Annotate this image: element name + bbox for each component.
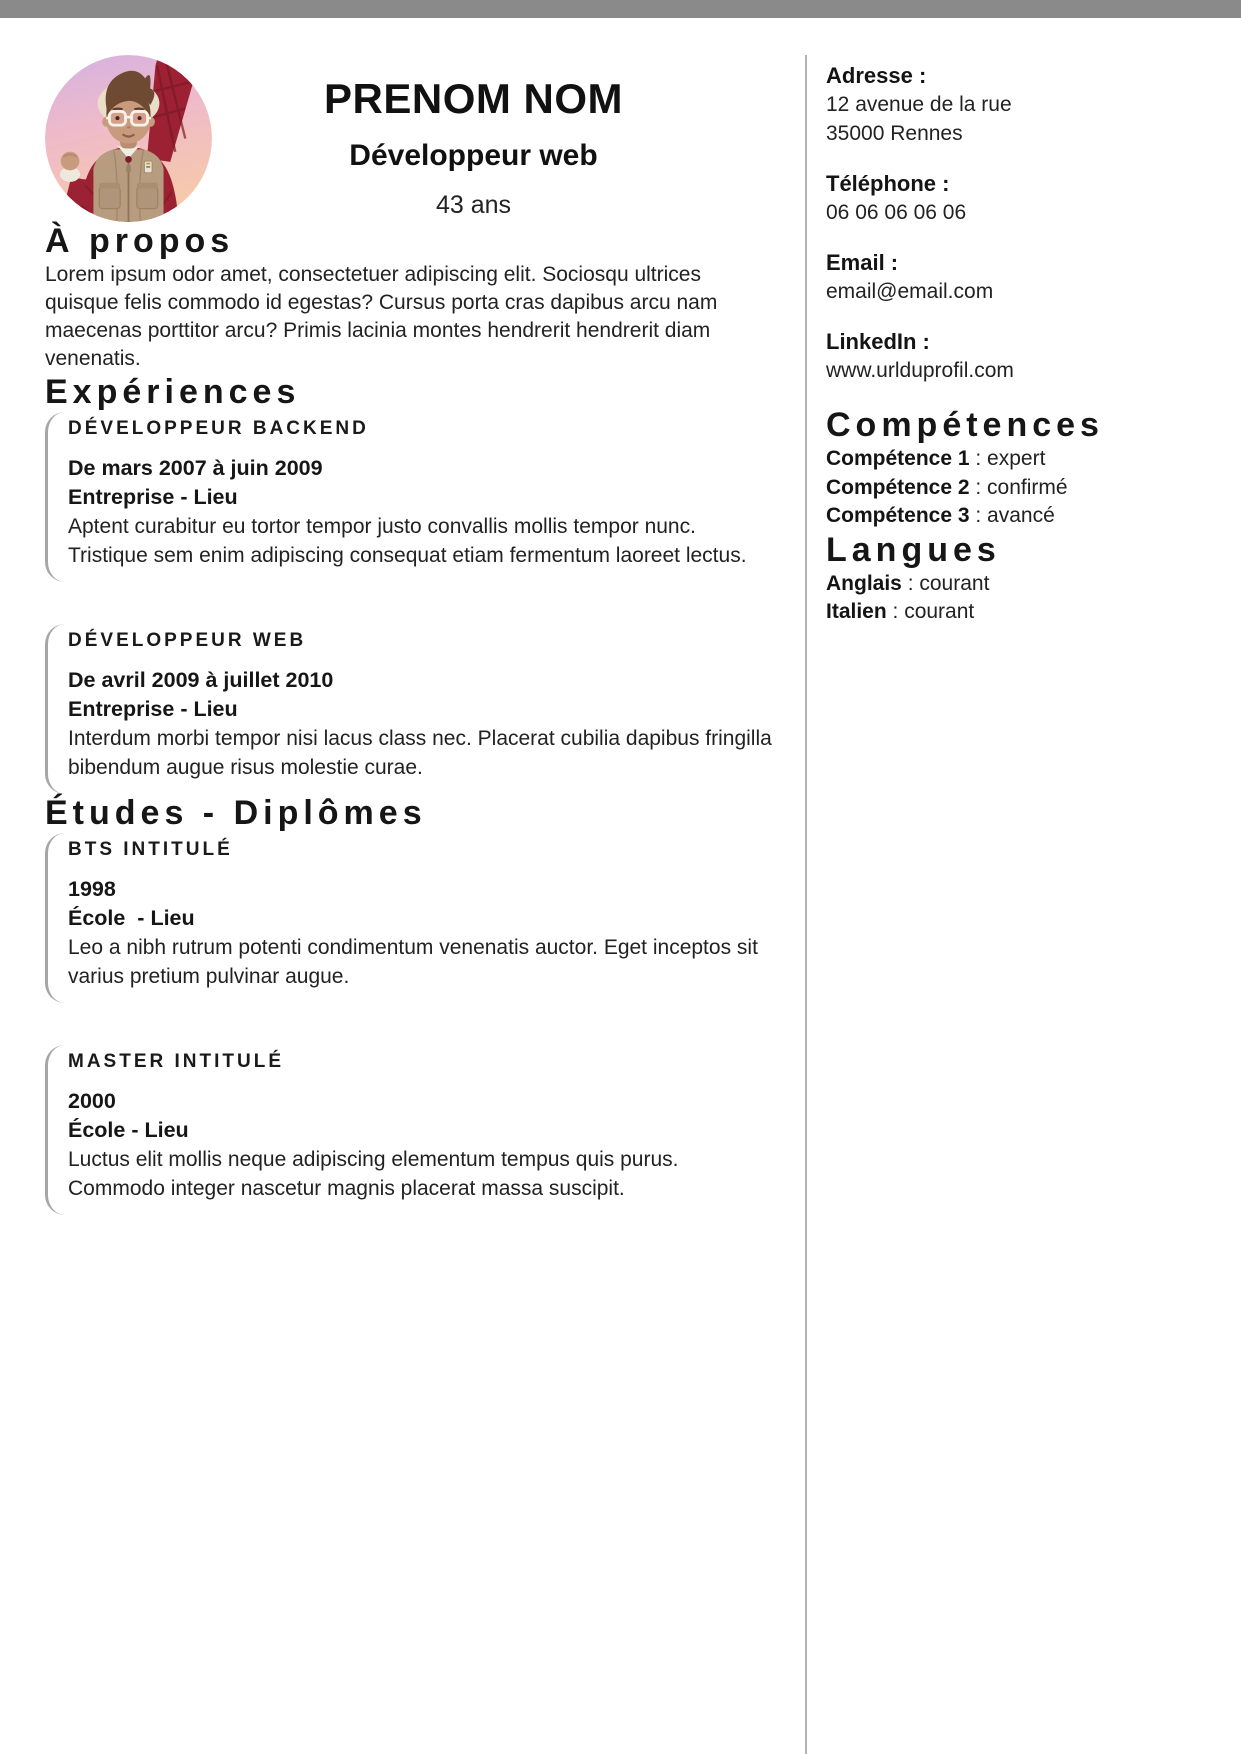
contact-address-line: 35000 Rennes (826, 122, 963, 145)
main-column (0, 18, 805, 1754)
languages-heading: Langues (826, 530, 1001, 569)
experience-entry (45, 412, 775, 582)
skill-item (826, 445, 1211, 474)
contact-email (826, 248, 1211, 306)
skill-item (826, 474, 1211, 503)
language-label: Italien (826, 600, 887, 623)
language-level: : courant (907, 571, 990, 595)
contact-phone-label: Téléphone : (826, 171, 950, 196)
experience-entry-description: Aptent curabitur eu tortor tempor justo convallis mollis tempor nunc. Tristique sem enim adipiscing consequat etiam fermentum laoreet lectus. (68, 515, 747, 567)
language-item (826, 598, 1211, 627)
contact-address (826, 61, 1211, 148)
experience-heading: Expériences (45, 373, 301, 411)
language-label: Anglais (826, 571, 902, 595)
experience-entry-title: DÉVELOPPEUR WEB (68, 630, 307, 651)
sidebar-column (805, 55, 1241, 1754)
experience-entry (45, 624, 775, 794)
education-entry-school: École - Lieu (68, 1118, 189, 1142)
candidate-job-title: Développeur web (349, 139, 598, 172)
top-accent-bar (0, 0, 1241, 18)
section-experience (45, 373, 775, 794)
contact-address-label: Adresse : (826, 63, 927, 88)
education-entry-title: BTS INTITULÉ (68, 839, 233, 860)
education-heading: Études - Diplômes (45, 794, 427, 832)
language-level: : courant (892, 600, 975, 623)
skill-level: : expert (975, 447, 1046, 470)
education-entry-year: 2000 (68, 1089, 116, 1113)
section-skills (826, 406, 1211, 531)
skills-heading: Compétences (826, 406, 1104, 444)
education-entry (45, 833, 775, 1003)
education-entry-year: 1998 (68, 877, 116, 901)
contact-email-label: Email : (826, 250, 899, 275)
candidate-age: 43 ans (435, 191, 512, 219)
section-education (45, 794, 775, 1215)
skill-level: : avancé (975, 504, 1055, 527)
about-text: Lorem ipsum odor amet, consectetuer adipiscing elit. Sociosqu ultrices quisque felis commodo id egestas? Cursus porta cras dapibus arcu nam maecenas porttitor arcu? Primis lacinia montes hendrerit hendrerit diam venenatis. (45, 263, 718, 370)
contact-linkedin-value: www.urlduprofil.com (826, 359, 1014, 382)
section-languages (826, 531, 1211, 627)
identity-text-block (212, 55, 775, 220)
avatar-illustration (45, 55, 212, 222)
experience-entry-title: DÉVELOPPEUR BACKEND (68, 418, 369, 439)
experience-entry-company: Entreprise - Lieu (68, 697, 238, 721)
education-entry (45, 1045, 775, 1215)
page-layout (0, 18, 1241, 1754)
profile-photo (45, 55, 212, 222)
contact-phone-value: 06 06 06 06 06 (826, 201, 967, 224)
skill-label: Compétence 3 (826, 504, 970, 527)
section-about (45, 222, 775, 373)
candidate-name: PRENOM NOM (324, 75, 623, 122)
education-entry-title: MASTER INTITULÉ (68, 1051, 284, 1072)
experience-entry-company: Entreprise - Lieu (68, 485, 238, 509)
about-heading: À propos (45, 222, 235, 260)
language-item (826, 570, 1211, 599)
experience-entry-period: De avril 2009 à juillet 2010 (68, 668, 334, 692)
identity-header (45, 55, 775, 222)
contact-phone (826, 169, 1211, 227)
education-entry-description: Leo a nibh rutrum potenti condimentum venenatis auctor. Eget inceptos sit varius pretium pulvinar augue. (68, 936, 758, 988)
contact-address-line: 12 avenue de la rue (826, 93, 1012, 116)
contact-email-value: email@email.com (826, 280, 994, 303)
contact-linkedin-label: LinkedIn : (826, 329, 930, 354)
skill-label: Compétence 2 (826, 475, 970, 499)
skill-label: Compétence 1 (826, 447, 970, 470)
education-entry-school: École - Lieu (68, 906, 195, 930)
skill-item (826, 502, 1211, 531)
experience-entry-description: Interdum morbi tempor nisi lacus class nec. Placerat cubilia dapibus fringilla bibendum augue risus molestie curae. (68, 727, 772, 779)
experience-entry-period: De mars 2007 à juin 2009 (68, 456, 323, 480)
contact-linkedin (826, 327, 1211, 385)
education-entry-description: Luctus elit mollis neque adipiscing elementum tempus quis purus. Commodo integer nascetur magnis placerat massa suscipit. (68, 1148, 679, 1200)
skill-level: : confirmé (975, 475, 1068, 499)
